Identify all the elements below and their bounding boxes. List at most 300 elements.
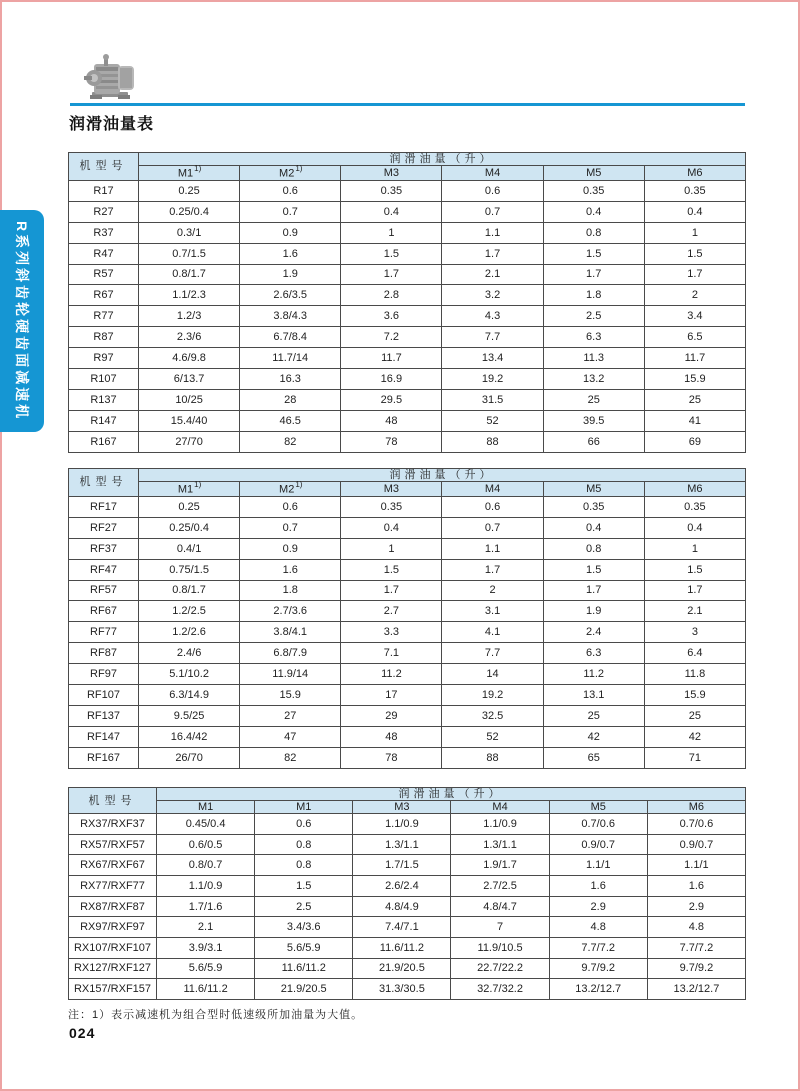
model-cell: RF67: [69, 601, 139, 622]
value-cell: 2.1: [644, 601, 745, 622]
table-row: [69, 958, 746, 979]
value-cell: 0.4: [543, 517, 644, 538]
value-cell: 1.1/0.9: [451, 814, 549, 835]
value-cell: 1.5: [644, 559, 745, 580]
model-cell: RX67/RXF67: [69, 855, 157, 876]
value-cell: 32.7/32.2: [451, 979, 549, 1000]
value-cell: 6.4: [644, 643, 745, 664]
value-cell: 1.7/1.5: [353, 855, 451, 876]
table-row: [69, 348, 746, 369]
value-cell: 3.9/3.1: [157, 938, 255, 959]
table-row: [69, 938, 746, 959]
model-cell: RF37: [69, 538, 139, 559]
value-cell: 14: [442, 664, 543, 685]
value-cell: 88: [442, 747, 543, 768]
model-cell: RF167: [69, 747, 139, 768]
value-cell: 0.25/0.4: [139, 201, 240, 222]
value-cell: 0.7/0.6: [647, 814, 745, 835]
value-cell: 1.9: [240, 264, 341, 285]
value-cell: 1.2/2.6: [139, 622, 240, 643]
value-cell: 15.4/40: [139, 410, 240, 431]
column-header-m4: M4: [442, 166, 543, 181]
value-cell: 1.5: [644, 243, 745, 264]
value-cell: 16.9: [341, 369, 442, 390]
value-cell: 6.3: [543, 643, 644, 664]
model-cell: RX97/RXF97: [69, 917, 157, 938]
value-cell: 6.3: [543, 327, 644, 348]
value-cell: 46.5: [240, 410, 341, 431]
value-cell: 5.1/10.2: [139, 664, 240, 685]
table-row: [69, 876, 746, 897]
value-cell: 11.7/14: [240, 348, 341, 369]
table-row: [69, 538, 746, 559]
value-cell: 19.2: [442, 369, 543, 390]
value-cell: 0.45/0.4: [157, 814, 255, 835]
value-cell: 82: [240, 431, 341, 452]
value-cell: 1.7: [644, 264, 745, 285]
value-cell: 3.4: [644, 306, 745, 327]
value-cell: 0.6: [240, 180, 341, 201]
value-cell: 0.7/0.6: [549, 814, 647, 835]
value-cell: 13.2/12.7: [549, 979, 647, 1000]
column-header-m1: M1$^{1)}$: [139, 166, 240, 181]
table-row: [69, 917, 746, 938]
value-cell: 1.7/1.6: [157, 896, 255, 917]
table-row: [69, 264, 746, 285]
value-cell: 0.7: [442, 517, 543, 538]
column-header-m3: M3: [341, 482, 442, 497]
value-cell: 65: [543, 747, 644, 768]
value-cell: 25: [644, 390, 745, 411]
value-cell: 1.1/0.9: [157, 876, 255, 897]
value-cell: 6.5: [644, 327, 745, 348]
table-row: [69, 855, 746, 876]
value-cell: 2.4/6: [139, 643, 240, 664]
column-header-m4: M4: [442, 482, 543, 497]
footnote-marker: 1): [295, 480, 303, 490]
table-row: [69, 814, 746, 835]
column-header-group: 润滑油量（升）: [157, 788, 746, 801]
column-header-m5: M5: [549, 801, 647, 814]
value-cell: 2.6/3.5: [240, 285, 341, 306]
column-header-m3: M3: [353, 801, 451, 814]
value-cell: 6.7/8.4: [240, 327, 341, 348]
value-cell: 3.3: [341, 622, 442, 643]
model-cell: RX87/RXF87: [69, 896, 157, 917]
footnote-marker: 1): [194, 164, 202, 174]
value-cell: 25: [543, 390, 644, 411]
model-cell: RX107/RXF107: [69, 938, 157, 959]
value-cell: 0.6: [255, 814, 353, 835]
value-cell: 52: [442, 410, 543, 431]
model-cell: R47: [69, 243, 139, 264]
value-cell: 0.4: [543, 201, 644, 222]
table-row: [69, 580, 746, 601]
value-cell: 39.5: [543, 410, 644, 431]
model-cell: RF17: [69, 496, 139, 517]
value-cell: 3.6: [341, 306, 442, 327]
model-cell: RF137: [69, 706, 139, 727]
value-cell: 7.4/7.1: [353, 917, 451, 938]
model-cell: R167: [69, 431, 139, 452]
value-cell: 0.9: [240, 222, 341, 243]
value-cell: 7.7: [442, 327, 543, 348]
table-row: [69, 747, 746, 768]
value-cell: 1.8: [240, 580, 341, 601]
model-cell: RF147: [69, 726, 139, 747]
value-cell: 16.4/42: [139, 726, 240, 747]
value-cell: 1.5: [341, 243, 442, 264]
value-cell: 4.6/9.8: [139, 348, 240, 369]
value-cell: 0.4: [341, 201, 442, 222]
value-cell: 1.9: [543, 601, 644, 622]
value-cell: 4.1: [442, 622, 543, 643]
value-cell: 11.2: [543, 664, 644, 685]
value-cell: 0.35: [644, 180, 745, 201]
value-cell: 2.9: [647, 896, 745, 917]
value-cell: 3.8/4.1: [240, 622, 341, 643]
value-cell: 19.2: [442, 685, 543, 706]
column-header-m2: M2$^{1)}$: [240, 482, 341, 497]
table-row: [69, 517, 746, 538]
value-cell: 2.3/6: [139, 327, 240, 348]
value-cell: 6.8/7.9: [240, 643, 341, 664]
table-row: [69, 222, 746, 243]
table-row: [69, 243, 746, 264]
value-cell: 13.1: [543, 685, 644, 706]
table-row: [69, 896, 746, 917]
oil-table-rf-series: [68, 468, 746, 769]
value-cell: 1.5: [341, 559, 442, 580]
value-cell: 1.1: [442, 222, 543, 243]
value-cell: 0.3/1: [139, 222, 240, 243]
model-cell: RX127/RXF127: [69, 958, 157, 979]
value-cell: 11.3: [543, 348, 644, 369]
model-cell: R57: [69, 264, 139, 285]
model-cell: R67: [69, 285, 139, 306]
value-cell: 9.5/25: [139, 706, 240, 727]
column-header-m1: M1: [255, 801, 353, 814]
value-cell: 2.7/3.6: [240, 601, 341, 622]
model-cell: R77: [69, 306, 139, 327]
value-cell: 11.9/10.5: [451, 938, 549, 959]
value-cell: 1: [644, 538, 745, 559]
table-row: [69, 285, 746, 306]
value-cell: 25: [543, 706, 644, 727]
value-cell: 13.2: [543, 369, 644, 390]
value-cell: 15.9: [240, 685, 341, 706]
oil-table-r-series: [68, 152, 746, 453]
value-cell: 32.5: [442, 706, 543, 727]
column-header-m6: M6: [644, 482, 745, 497]
column-header-model: 机型号: [69, 469, 139, 497]
value-cell: 0.8: [255, 834, 353, 855]
value-cell: 78: [341, 431, 442, 452]
value-cell: 1.9/1.7: [451, 855, 549, 876]
model-cell: R27: [69, 201, 139, 222]
value-cell: 1: [644, 222, 745, 243]
value-cell: 0.4: [644, 201, 745, 222]
value-cell: 0.35: [543, 180, 644, 201]
value-cell: 0.9/0.7: [647, 834, 745, 855]
model-cell: R87: [69, 327, 139, 348]
column-header-m6: M6: [647, 801, 745, 814]
footnote: 注：1）表示减速机为组合型时低速级所加油量为大值。: [68, 1009, 364, 1021]
value-cell: 16.3: [240, 369, 341, 390]
value-cell: 1.1: [442, 538, 543, 559]
page-number: 024: [69, 1025, 96, 1041]
value-cell: 11.7: [341, 348, 442, 369]
column-header-m2: M2$^{1)}$: [240, 166, 341, 181]
footnote-marker: 1): [194, 480, 202, 490]
table-row: [69, 431, 746, 452]
value-cell: 4.3: [442, 306, 543, 327]
value-cell: 0.9/0.7: [549, 834, 647, 855]
table-row: [69, 726, 746, 747]
model-cell: RF107: [69, 685, 139, 706]
value-cell: 2.6/2.4: [353, 876, 451, 897]
model-cell: R17: [69, 180, 139, 201]
table-row: [69, 410, 746, 431]
value-cell: 17: [341, 685, 442, 706]
value-cell: 0.7: [442, 201, 543, 222]
value-cell: 13.2/12.7: [647, 979, 745, 1000]
table-row: [69, 306, 746, 327]
value-cell: 82: [240, 747, 341, 768]
value-cell: 0.8/1.7: [139, 580, 240, 601]
value-cell: 1.7: [442, 243, 543, 264]
value-cell: 11.8: [644, 664, 745, 685]
header-divider-rule: [70, 103, 745, 106]
table-row: [69, 643, 746, 664]
value-cell: 7.7/7.2: [549, 938, 647, 959]
column-header-model: 机型号: [69, 153, 139, 181]
value-cell: 0.8: [543, 222, 644, 243]
model-cell: R147: [69, 410, 139, 431]
value-cell: 3: [644, 622, 745, 643]
value-cell: 7.1: [341, 643, 442, 664]
value-cell: 1.7: [543, 580, 644, 601]
value-cell: 29: [341, 706, 442, 727]
value-cell: 31.3/30.5: [353, 979, 451, 1000]
value-cell: 11.7: [644, 348, 745, 369]
table-row: [69, 201, 746, 222]
value-cell: 27: [240, 706, 341, 727]
table-row: [69, 706, 746, 727]
column-header-group: 润滑油量（升）: [139, 153, 746, 166]
model-cell: RF47: [69, 559, 139, 580]
value-cell: 1.8: [543, 285, 644, 306]
value-cell: 21.9/20.5: [353, 958, 451, 979]
value-cell: 27/70: [139, 431, 240, 452]
value-cell: 48: [341, 410, 442, 431]
oil-table-rx-series: [68, 787, 746, 1000]
value-cell: 28: [240, 390, 341, 411]
value-cell: 0.25/0.4: [139, 517, 240, 538]
value-cell: 0.8/0.7: [157, 855, 255, 876]
value-cell: 0.6/0.5: [157, 834, 255, 855]
value-cell: 11.6/11.2: [353, 938, 451, 959]
value-cell: 2.5: [255, 896, 353, 917]
value-cell: 1.6: [240, 559, 341, 580]
value-cell: 2.9: [549, 896, 647, 917]
value-cell: 0.25: [139, 496, 240, 517]
value-cell: 2.1: [157, 917, 255, 938]
model-cell: RX57/RXF57: [69, 834, 157, 855]
value-cell: 0.4: [644, 517, 745, 538]
value-cell: 71: [644, 747, 745, 768]
value-cell: 4.8/4.7: [451, 896, 549, 917]
value-cell: 0.7: [240, 517, 341, 538]
value-cell: 0.6: [442, 180, 543, 201]
value-cell: 3.1: [442, 601, 543, 622]
value-cell: 0.35: [644, 496, 745, 517]
value-cell: 9.7/9.2: [549, 958, 647, 979]
column-header-m1: M1: [157, 801, 255, 814]
value-cell: 0.8: [255, 855, 353, 876]
value-cell: 2.7/2.5: [451, 876, 549, 897]
value-cell: 1.5: [543, 243, 644, 264]
value-cell: 0.7: [240, 201, 341, 222]
model-cell: RF97: [69, 664, 139, 685]
table-row: [69, 685, 746, 706]
table-row: [69, 622, 746, 643]
value-cell: 2.8: [341, 285, 442, 306]
value-cell: 1: [341, 538, 442, 559]
value-cell: 66: [543, 431, 644, 452]
column-header-m5: M5: [543, 166, 644, 181]
value-cell: 0.6: [442, 496, 543, 517]
model-cell: RF77: [69, 622, 139, 643]
column-header-m5: M5: [543, 482, 644, 497]
value-cell: 1.6: [549, 876, 647, 897]
value-cell: 31.5: [442, 390, 543, 411]
gear-reducer-image: [82, 48, 142, 104]
value-cell: 0.8/1.7: [139, 264, 240, 285]
table-row: [69, 979, 746, 1000]
model-cell: RF57: [69, 580, 139, 601]
value-cell: 1.1/1: [647, 855, 745, 876]
value-cell: 52: [442, 726, 543, 747]
value-cell: 0.75/1.5: [139, 559, 240, 580]
value-cell: 0.35: [341, 496, 442, 517]
value-cell: 4.8: [549, 917, 647, 938]
table-row: [69, 664, 746, 685]
value-cell: 0.8: [543, 538, 644, 559]
value-cell: 1.7: [442, 559, 543, 580]
model-cell: RX77/RXF77: [69, 876, 157, 897]
value-cell: 78: [341, 747, 442, 768]
value-cell: 11.6/11.2: [157, 979, 255, 1000]
column-header-model: 机型号: [69, 788, 157, 814]
value-cell: 0.35: [341, 180, 442, 201]
value-cell: 22.7/22.2: [451, 958, 549, 979]
value-cell: 1.7: [543, 264, 644, 285]
value-cell: 0.9: [240, 538, 341, 559]
model-cell: RX37/RXF37: [69, 814, 157, 835]
table-row: [69, 496, 746, 517]
value-cell: 1.3/1.1: [451, 834, 549, 855]
value-cell: 0.4: [341, 517, 442, 538]
table-row: [69, 369, 746, 390]
value-cell: 2: [442, 580, 543, 601]
value-cell: 0.7/1.5: [139, 243, 240, 264]
series-side-tab: [0, 210, 44, 432]
value-cell: 11.2: [341, 664, 442, 685]
value-cell: 1.5: [255, 876, 353, 897]
value-cell: 2.4: [543, 622, 644, 643]
value-cell: 7.7/7.2: [647, 938, 745, 959]
series-side-tab-label: R系列斜齿轮硬齿面减速机: [14, 220, 30, 422]
value-cell: 0.25: [139, 180, 240, 201]
value-cell: 48: [341, 726, 442, 747]
column-header-m3: M3: [341, 166, 442, 181]
value-cell: 1.7: [341, 580, 442, 601]
column-header-m1: M1$^{1)}$: [139, 482, 240, 497]
value-cell: 1.5: [543, 559, 644, 580]
value-cell: 10/25: [139, 390, 240, 411]
page-title: 润滑油量表: [69, 116, 155, 133]
value-cell: 2.7: [341, 601, 442, 622]
value-cell: 6/13.7: [139, 369, 240, 390]
value-cell: 47: [240, 726, 341, 747]
model-cell: RX157/RXF157: [69, 979, 157, 1000]
value-cell: 2.1: [442, 264, 543, 285]
table-row: [69, 559, 746, 580]
model-cell: R107: [69, 369, 139, 390]
value-cell: 1.1/2.3: [139, 285, 240, 306]
model-cell: RF87: [69, 643, 139, 664]
value-cell: 26/70: [139, 747, 240, 768]
value-cell: 7: [451, 917, 549, 938]
table-row: [69, 601, 746, 622]
model-cell: R137: [69, 390, 139, 411]
value-cell: 1.2/3: [139, 306, 240, 327]
value-cell: 3.8/4.3: [240, 306, 341, 327]
value-cell: 1.1/1: [549, 855, 647, 876]
value-cell: 88: [442, 431, 543, 452]
value-cell: 13.4: [442, 348, 543, 369]
value-cell: 1.1/0.9: [353, 814, 451, 835]
table-row: [69, 834, 746, 855]
value-cell: 11.6/11.2: [255, 958, 353, 979]
model-cell: R97: [69, 348, 139, 369]
table-row: [69, 390, 746, 411]
value-cell: 4.8/4.9: [353, 896, 451, 917]
value-cell: 15.9: [644, 369, 745, 390]
value-cell: 1.6: [240, 243, 341, 264]
value-cell: 41: [644, 410, 745, 431]
value-cell: 7.2: [341, 327, 442, 348]
value-cell: 1.7: [644, 580, 745, 601]
value-cell: 1.7: [341, 264, 442, 285]
column-header-m4: M4: [451, 801, 549, 814]
value-cell: 1.6: [647, 876, 745, 897]
value-cell: 69: [644, 431, 745, 452]
value-cell: 2: [644, 285, 745, 306]
column-header-group: 润滑油量（升）: [139, 469, 746, 482]
value-cell: 4.8: [647, 917, 745, 938]
value-cell: 2.5: [543, 306, 644, 327]
value-cell: 5.6/5.9: [255, 938, 353, 959]
value-cell: 1: [341, 222, 442, 243]
column-header-m6: M6: [644, 166, 745, 181]
value-cell: 25: [644, 706, 745, 727]
value-cell: 3.2: [442, 285, 543, 306]
value-cell: 5.6/5.9: [157, 958, 255, 979]
value-cell: 0.6: [240, 496, 341, 517]
value-cell: 3.4/3.6: [255, 917, 353, 938]
